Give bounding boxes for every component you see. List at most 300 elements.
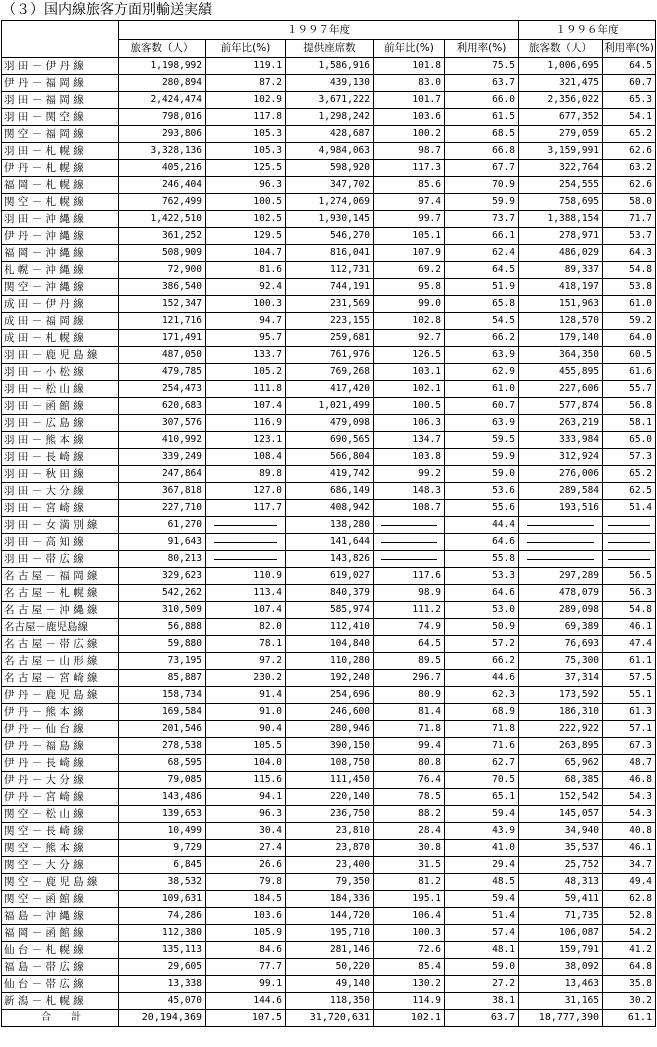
passengers-1996: 278,971: [519, 228, 603, 245]
seats: 141,644: [286, 534, 374, 551]
load-factor-1996: 55.1: [603, 687, 656, 704]
passengers-1997: 405,216: [119, 160, 206, 177]
load-factor-1996: [603, 551, 656, 568]
passengers-1996: 65,962: [519, 755, 603, 772]
seats: 23,870: [286, 840, 374, 857]
seats: 744,191: [286, 279, 374, 296]
yoy-passengers: 119.1: [206, 58, 286, 75]
load-factor-1997: 51.9: [445, 279, 519, 296]
table-row: [2, 789, 656, 806]
col-passengers-1997: 旅客数（人）: [119, 40, 206, 58]
passengers-1996: 128,570: [519, 313, 603, 330]
yoy-seats: 83.0: [374, 75, 445, 92]
route-name: 伊 丹 － 福 島 線: [2, 738, 119, 755]
yoy-passengers: 117.8: [206, 109, 286, 126]
passengers-1997: 171,491: [119, 330, 206, 347]
total-seats: 31,720,631: [286, 1010, 374, 1027]
yoy-passengers: 97.2: [206, 653, 286, 670]
load-factor-1996: 63.2: [603, 160, 656, 177]
yoy-passengers: [206, 551, 286, 568]
load-factor-1996: 65.2: [603, 466, 656, 483]
passengers-1997: 3,328,136: [119, 143, 206, 160]
no-data-dash: [527, 559, 593, 560]
seats: 254,696: [286, 687, 374, 704]
no-data-dash: [527, 542, 593, 543]
yoy-seats: 98.7: [374, 143, 445, 160]
table-row: [2, 806, 656, 823]
total-load-factor-1996: 61.1: [603, 1010, 656, 1027]
load-factor-1997: 59.9: [445, 449, 519, 466]
yoy-seats: 100.3: [374, 925, 445, 942]
seats: 112,731: [286, 262, 374, 279]
load-factor-1997: 75.5: [445, 58, 519, 75]
load-factor-1996: 34.7: [603, 857, 656, 874]
yoy-passengers: 123.1: [206, 432, 286, 449]
load-factor-1996: 62.6: [603, 177, 656, 194]
yoy-seats: 80.8: [374, 755, 445, 772]
yoy-seats: 72.6: [374, 942, 445, 959]
load-factor-1996: 49.4: [603, 874, 656, 891]
load-factor-1997: 27.2: [445, 976, 519, 993]
yoy-seats: 99.7: [374, 211, 445, 228]
page-title: （３）国内線旅客方面別輸送実績: [2, 2, 212, 18]
load-factor-1996: 58.0: [603, 194, 656, 211]
load-factor-1996: 46.1: [603, 840, 656, 857]
seats: 417,420: [286, 381, 374, 398]
passengers-1996: 289,098: [519, 602, 603, 619]
table-row: [2, 823, 656, 840]
load-factor-1996: 71.7: [603, 211, 656, 228]
route-name: 関 空 － 福 岡 線: [2, 126, 119, 143]
route-traffic-table: [1, 20, 656, 1027]
seats: 110,280: [286, 653, 374, 670]
yoy-seats: 89.5: [374, 653, 445, 670]
load-factor-1996: 62.5: [603, 483, 656, 500]
passengers-1997: 487,050: [119, 347, 206, 364]
table-row: [2, 330, 656, 347]
passengers-1996: 151,963: [519, 296, 603, 313]
table-row: [2, 534, 656, 551]
load-factor-1997: 62.9: [445, 364, 519, 381]
route-name: 羽 田 － 沖 縄 線: [2, 211, 119, 228]
passengers-1997: 135,113: [119, 942, 206, 959]
route-name: 仙 台 － 札 幌 線: [2, 942, 119, 959]
load-factor-1996: 62.6: [603, 143, 656, 160]
col-yoy-passengers: 前年比(%): [206, 40, 286, 58]
seats: 23,400: [286, 857, 374, 874]
yoy-seats: 92.7: [374, 330, 445, 347]
seats: 143,826: [286, 551, 374, 568]
load-factor-1997: 59.4: [445, 806, 519, 823]
passengers-1997: 80,213: [119, 551, 206, 568]
passengers-1997: 109,631: [119, 891, 206, 908]
load-factor-1996: 60.7: [603, 75, 656, 92]
table-row: [2, 143, 656, 160]
seats: 192,240: [286, 670, 374, 687]
passengers-1996: 75,300: [519, 653, 603, 670]
passengers-1996: 76,693: [519, 636, 603, 653]
total-row: [2, 1010, 656, 1027]
yoy-passengers: 26.6: [206, 857, 286, 874]
load-factor-1996: 61.3: [603, 704, 656, 721]
seats: 816,041: [286, 245, 374, 262]
passengers-1996: 263,895: [519, 738, 603, 755]
route-name: 羽 田 － 関 空 線: [2, 109, 119, 126]
seats: 281,146: [286, 942, 374, 959]
passengers-1996: 455,895: [519, 364, 603, 381]
load-factor-1996: 59.2: [603, 313, 656, 330]
passengers-1996: 276,006: [519, 466, 603, 483]
route-name: 福 岡 － 沖 縄 線: [2, 245, 119, 262]
passengers-1997: 169,584: [119, 704, 206, 721]
passengers-1996: 152,542: [519, 789, 603, 806]
yoy-passengers: 92.4: [206, 279, 286, 296]
seats: 761,976: [286, 347, 374, 364]
yoy-seats: 99.4: [374, 738, 445, 755]
route-name: 羽 田 － 函 館 線: [2, 398, 119, 415]
passengers-1996: 364,350: [519, 347, 603, 364]
seats: 347,702: [286, 177, 374, 194]
load-factor-1996: 61.1: [603, 653, 656, 670]
passengers-1997: 152,347: [119, 296, 206, 313]
load-factor-1997: 41.0: [445, 840, 519, 857]
passengers-1997: 246,404: [119, 177, 206, 194]
load-factor-1996: 48.7: [603, 755, 656, 772]
seats: 1,298,242: [286, 109, 374, 126]
yoy-passengers: 27.4: [206, 840, 286, 857]
passengers-1996: 3,159,991: [519, 143, 603, 160]
route-name: 名 古 屋 － 札 幌 線: [2, 585, 119, 602]
route-name: 伊 丹 － 福 岡 線: [2, 75, 119, 92]
col-load-factor-1996: 利用率(%): [603, 40, 656, 58]
yoy-seats: 64.5: [374, 636, 445, 653]
route-name: 羽 田 － 高 知 線: [2, 534, 119, 551]
table-row: [2, 653, 656, 670]
route-name: 羽 田 － 熊 本 線: [2, 432, 119, 449]
route-name: 名 古 屋 － 山 形 線: [2, 653, 119, 670]
passengers-1997: 762,499: [119, 194, 206, 211]
route-name: 羽 田 － 鹿 児 島 線: [2, 347, 119, 364]
passengers-1997: 201,546: [119, 721, 206, 738]
no-data-dash: [608, 542, 650, 543]
passengers-1996: 69,389: [519, 619, 603, 636]
yoy-seats: 99.0: [374, 296, 445, 313]
passengers-1997: 45,070: [119, 993, 206, 1010]
seats: 4,984,063: [286, 143, 374, 160]
col-yoy-seats: 前年比(%): [374, 40, 445, 58]
load-factor-1997: 43.9: [445, 823, 519, 840]
passengers-1996: 145,057: [519, 806, 603, 823]
load-factor-1996: 64.0: [603, 330, 656, 347]
route-name: 関 空 － 大 分 線: [2, 857, 119, 874]
yoy-passengers: 110.9: [206, 568, 286, 585]
load-factor-1996: 61.0: [603, 296, 656, 313]
route-name: 関 空 － 長 崎 線: [2, 823, 119, 840]
seats: 690,565: [286, 432, 374, 449]
yoy-passengers: 144.6: [206, 993, 286, 1010]
yoy-passengers: 78.1: [206, 636, 286, 653]
table-row: [2, 976, 656, 993]
seats: 686,149: [286, 483, 374, 500]
seats: 118,350: [286, 993, 374, 1010]
passengers-1997: 247,864: [119, 466, 206, 483]
yoy-seats: 30.8: [374, 840, 445, 857]
load-factor-1996: 56.3: [603, 585, 656, 602]
yoy-passengers: 115.6: [206, 772, 286, 789]
load-factor-1997: 55.8: [445, 551, 519, 568]
passengers-1997: 307,576: [119, 415, 206, 432]
load-factor-1997: 62.7: [445, 755, 519, 772]
yoy-passengers: 82.0: [206, 619, 286, 636]
load-factor-1997: 44.6: [445, 670, 519, 687]
yoy-seats: 100.5: [374, 398, 445, 415]
seats: 3,671,222: [286, 92, 374, 109]
table-row: [2, 432, 656, 449]
yoy-passengers: 96.3: [206, 806, 286, 823]
yoy-passengers: 127.0: [206, 483, 286, 500]
yoy-seats: 88.2: [374, 806, 445, 823]
table-row: [2, 364, 656, 381]
no-data-dash: [608, 559, 650, 560]
load-factor-1996: 41.2: [603, 942, 656, 959]
yoy-seats: 134.7: [374, 432, 445, 449]
yoy-seats: 103.1: [374, 364, 445, 381]
route-name: 新 潟 － 札 幌 線: [2, 993, 119, 1010]
yoy-seats: 111.2: [374, 602, 445, 619]
yoy-seats: [374, 517, 445, 534]
route-name: 伊 丹 － 鹿 児 島 線: [2, 687, 119, 704]
route-name: 名 古 屋 － 沖 縄 線: [2, 602, 119, 619]
passengers-1997: 13,338: [119, 976, 206, 993]
table-row: [2, 177, 656, 194]
route-name: 名 古 屋 － 宮 崎 線: [2, 670, 119, 687]
passengers-1997: 339,249: [119, 449, 206, 466]
year-1996-header: １９９６年度: [519, 21, 656, 40]
no-data-dash: [214, 559, 277, 560]
seats: 231,569: [286, 296, 374, 313]
load-factor-1997: 64.6: [445, 534, 519, 551]
seats: 246,600: [286, 704, 374, 721]
yoy-seats: 78.5: [374, 789, 445, 806]
load-factor-1997: 54.5: [445, 313, 519, 330]
load-factor-1997: 65.1: [445, 789, 519, 806]
load-factor-1996: 54.8: [603, 262, 656, 279]
table-row: [2, 92, 656, 109]
yoy-seats: [374, 534, 445, 551]
yoy-passengers: 100.5: [206, 194, 286, 211]
table-row: [2, 517, 656, 534]
table-row: [2, 279, 656, 296]
seats: 259,681: [286, 330, 374, 347]
seats: 108,750: [286, 755, 374, 772]
passengers-1996: 418,197: [519, 279, 603, 296]
passengers-1997: 143,486: [119, 789, 206, 806]
yoy-seats: 102.1: [374, 381, 445, 398]
table-row: [2, 313, 656, 330]
load-factor-1997: 63.7: [445, 75, 519, 92]
route-name: 名 古 屋 － 帯 広 線: [2, 636, 119, 653]
yoy-seats: 103.6: [374, 109, 445, 126]
yoy-seats: 98.9: [374, 585, 445, 602]
load-factor-1997: 70.9: [445, 177, 519, 194]
yoy-passengers: 125.5: [206, 160, 286, 177]
load-factor-1997: 53.3: [445, 568, 519, 585]
passengers-1996: 2,356,022: [519, 92, 603, 109]
load-factor-1997: 59.9: [445, 194, 519, 211]
load-factor-1996: 52.8: [603, 908, 656, 925]
passengers-1997: 798,016: [119, 109, 206, 126]
seats: 236,750: [286, 806, 374, 823]
yoy-seats: 99.2: [374, 466, 445, 483]
yoy-passengers: 105.3: [206, 143, 286, 160]
yoy-passengers: 184.5: [206, 891, 286, 908]
table-row: [2, 670, 656, 687]
seats: 585,974: [286, 602, 374, 619]
seats: 104,840: [286, 636, 374, 653]
passengers-1997: 74,286: [119, 908, 206, 925]
seats: 112,410: [286, 619, 374, 636]
yoy-seats: 101.8: [374, 58, 445, 75]
route-name: 羽 田 － 伊 丹 線: [2, 58, 119, 75]
load-factor-1996: 55.7: [603, 381, 656, 398]
yoy-passengers: 95.7: [206, 330, 286, 347]
yoy-seats: 95.8: [374, 279, 445, 296]
route-name: 成 田 － 伊 丹 線: [2, 296, 119, 313]
passengers-1997: 227,710: [119, 500, 206, 517]
passengers-1997: 410,992: [119, 432, 206, 449]
passengers-1996: 106,087: [519, 925, 603, 942]
load-factor-1997: 38.1: [445, 993, 519, 1010]
route-name: 札 幌 － 沖 縄 線: [2, 262, 119, 279]
passengers-1997: 542,262: [119, 585, 206, 602]
table-row: [2, 500, 656, 517]
load-factor-1996: 54.3: [603, 789, 656, 806]
yoy-seats: 85.4: [374, 959, 445, 976]
passengers-1996: [519, 551, 603, 568]
passengers-1997: 112,380: [119, 925, 206, 942]
passengers-1997: 72,900: [119, 262, 206, 279]
yoy-passengers: 89.8: [206, 466, 286, 483]
load-factor-1997: 44.4: [445, 517, 519, 534]
load-factor-1997: 63.9: [445, 415, 519, 432]
table-row: [2, 551, 656, 568]
load-factor-1996: 65.2: [603, 126, 656, 143]
table-row: [2, 840, 656, 857]
yoy-seats: 126.5: [374, 347, 445, 364]
load-factor-1996: 57.1: [603, 721, 656, 738]
table-row: [2, 636, 656, 653]
passengers-1997: 61,270: [119, 517, 206, 534]
load-factor-1996: 51.4: [603, 500, 656, 517]
passengers-1996: 227,606: [519, 381, 603, 398]
seats: 479,098: [286, 415, 374, 432]
yoy-passengers: 107.4: [206, 602, 286, 619]
seats: 619,027: [286, 568, 374, 585]
route-name: 関 空 － 熊 本 線: [2, 840, 119, 857]
passengers-1996: 34,940: [519, 823, 603, 840]
seats: 390,150: [286, 738, 374, 755]
yoy-passengers: [206, 534, 286, 551]
yoy-seats: 106.4: [374, 908, 445, 925]
seats: 840,379: [286, 585, 374, 602]
passengers-1996: 193,516: [519, 500, 603, 517]
no-data-dash: [527, 525, 593, 526]
passengers-1997: 508,909: [119, 245, 206, 262]
total-label: 合 計: [2, 1010, 119, 1027]
yoy-seats: 195.1: [374, 891, 445, 908]
passengers-1996: [519, 534, 603, 551]
table-row: [2, 296, 656, 313]
yoy-passengers: 105.2: [206, 364, 286, 381]
yoy-passengers: 129.5: [206, 228, 286, 245]
route-name: 伊 丹 － 札 幌 線: [2, 160, 119, 177]
route-name: 福 岡 － 札 幌 線: [2, 177, 119, 194]
col-passengers-1996: 旅客数（人）: [519, 40, 603, 58]
total-load-factor-1997: 63.7: [445, 1010, 519, 1027]
yoy-passengers: 30.4: [206, 823, 286, 840]
no-data-dash: [214, 525, 277, 526]
table-row: [2, 194, 656, 211]
load-factor-1996: 54.1: [603, 109, 656, 126]
passengers-1997: 73,195: [119, 653, 206, 670]
passengers-1997: 85,887: [119, 670, 206, 687]
col-load-factor-1997: 利用率(%): [445, 40, 519, 58]
passengers-1996: 279,059: [519, 126, 603, 143]
seats: 1,274,069: [286, 194, 374, 211]
yoy-seats: 107.9: [374, 245, 445, 262]
passengers-1997: 68,595: [119, 755, 206, 772]
route-name: 名 古 屋 － 福 岡 線: [2, 568, 119, 585]
load-factor-1996: 60.5: [603, 347, 656, 364]
table-row: [2, 704, 656, 721]
passengers-1997: 59,880: [119, 636, 206, 653]
load-factor-1997: 66.8: [445, 143, 519, 160]
yoy-seats: 97.4: [374, 194, 445, 211]
route-name: 羽 田 － 帯 広 線: [2, 551, 119, 568]
load-factor-1997: 71.6: [445, 738, 519, 755]
table-row: [2, 211, 656, 228]
table-row: [2, 942, 656, 959]
route-name: 関 空 － 鹿 児 島 線: [2, 874, 119, 891]
no-data-dash: [381, 542, 437, 543]
yoy-passengers: 116.9: [206, 415, 286, 432]
table-row: [2, 483, 656, 500]
load-factor-1996: [603, 534, 656, 551]
load-factor-1997: 59.4: [445, 891, 519, 908]
route-name: 羽 田 － 小 松 線: [2, 364, 119, 381]
passengers-1997: 293,806: [119, 126, 206, 143]
route-name: 福 島 － 帯 広 線: [2, 959, 119, 976]
yoy-passengers: 79.8: [206, 874, 286, 891]
load-factor-1996: 54.2: [603, 925, 656, 942]
passengers-1997: 620,683: [119, 398, 206, 415]
year-1997-header: １９９７年度: [119, 21, 519, 40]
yoy-seats: 114.9: [374, 993, 445, 1010]
seats: 1,930,145: [286, 211, 374, 228]
table-row: [2, 619, 656, 636]
total-yoy-passengers: 107.5: [206, 1010, 286, 1027]
yoy-seats: 102.8: [374, 313, 445, 330]
passengers-1996: 289,584: [519, 483, 603, 500]
table-row: [2, 398, 656, 415]
load-factor-1996: 46.8: [603, 772, 656, 789]
yoy-passengers: 104.0: [206, 755, 286, 772]
yoy-seats: 101.7: [374, 92, 445, 109]
passengers-1996: 31,165: [519, 993, 603, 1010]
load-factor-1996: 53.8: [603, 279, 656, 296]
table-row: [2, 126, 656, 143]
table-row: [2, 874, 656, 891]
